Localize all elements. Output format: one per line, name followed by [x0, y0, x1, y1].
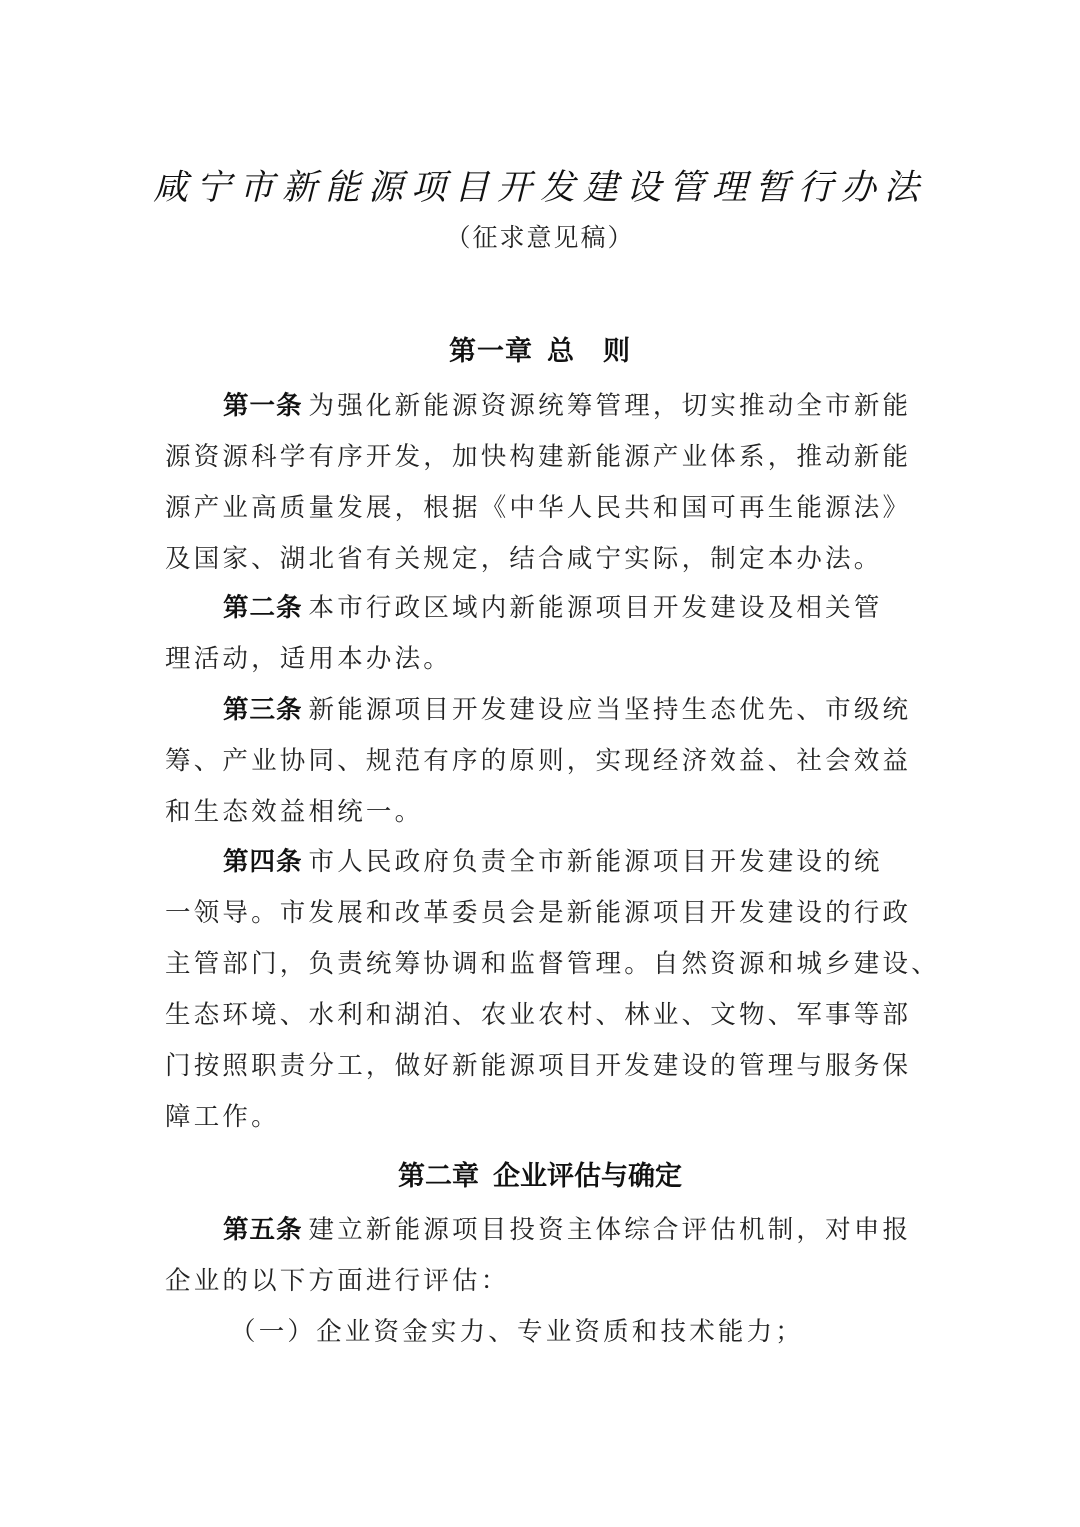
chapter-number: 第一章	[449, 336, 533, 367]
article-label: 第一条	[223, 391, 303, 421]
article-2	[165, 583, 917, 685]
article-5	[165, 1205, 917, 1307]
article-text-line: 理活动，适用本办法。	[165, 644, 453, 674]
article-text-line: 主管部门，负责统筹协调和监督管理。自然资源和城乡建设、	[165, 949, 940, 979]
chapter-heading-1	[0, 330, 1080, 374]
document-title: 咸宁市新能源项目开发建设管理暂行办法	[152, 168, 927, 208]
chapter-heading-2	[0, 1155, 1080, 1199]
article-text-line: 市人民政府负责全市新能源项目开发建设的统	[308, 847, 883, 877]
chapter-number: 第二章	[398, 1161, 479, 1192]
article-text-line: 生态环境、水利和湖泊、农业农村、林业、文物、军事等部	[165, 1000, 912, 1030]
article-text-line: 企业的以下方面进行评估：	[165, 1266, 510, 1296]
article-1	[165, 381, 917, 585]
article-text-line: 门按照职责分工，做好新能源项目开发建设的管理与服务保	[165, 1051, 912, 1081]
article-text-line: 为强化新能源资源统筹管理，切实推动全市新能	[308, 391, 912, 421]
article-text-line: 及国家、湖北省有关规定，结合咸宁实际，制定本办法。	[165, 544, 883, 574]
article-text-line: 本市行政区域内新能源项目开发建设及相关管	[308, 593, 883, 623]
article-text-line: 筹、产业协同、规范有序的原则，实现经济效益、社会效益	[165, 746, 912, 776]
article-text-line: 一领导。市发展和改革委员会是新能源项目开发建设的行政	[165, 898, 912, 928]
article-text-line: 和生态效益相统一。	[165, 797, 424, 827]
article-4	[165, 837, 940, 1143]
chapter-name: 企业评估与确定	[493, 1161, 682, 1192]
article-label: 第三条	[223, 695, 303, 725]
article-label: 第二条	[223, 593, 303, 623]
chapter-name: 总	[547, 336, 575, 367]
article-text-line: 源资源科学有序开发，加快构建新能源产业体系，推动新能	[165, 442, 912, 472]
article-text-line: 源产业高质量发展，根据《中华人民共和国可再生能源法》	[165, 493, 912, 523]
article-label: 第四条	[223, 847, 303, 877]
chapter-name-2: 则	[603, 336, 631, 367]
article-3	[165, 685, 917, 838]
document-subtitle: （征求意见稿）	[445, 223, 635, 252]
article-text-line: 建立新能源项目投资主体综合评估机制，对申报	[308, 1215, 912, 1245]
article-5-item-1: （一）企业资金实力、专业资质和技术能力；	[230, 1317, 805, 1347]
article-text-line: 新能源项目开发建设应当坚持生态优先、市级统	[308, 695, 912, 725]
article-text-line: 障工作。	[165, 1102, 280, 1132]
article-label: 第五条	[223, 1215, 303, 1245]
